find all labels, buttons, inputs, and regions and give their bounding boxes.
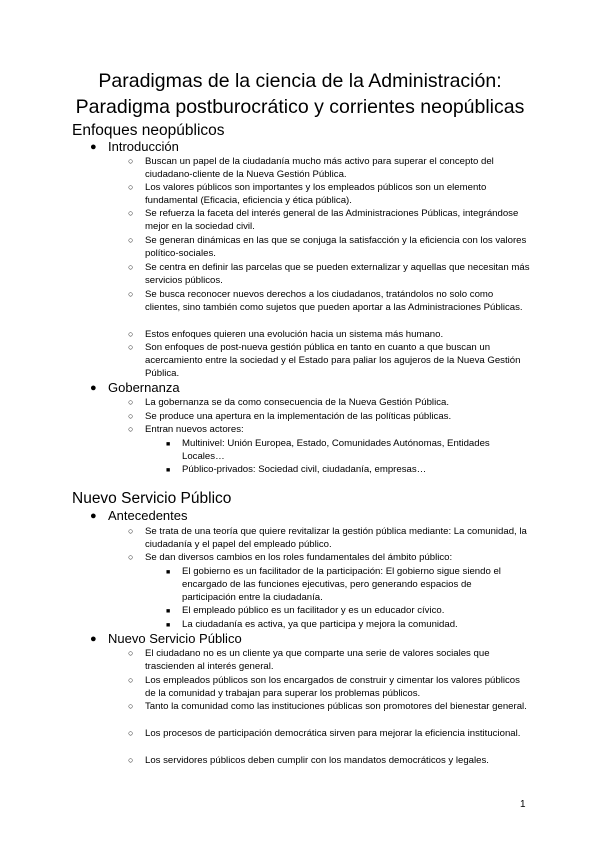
square-bullet-icon: ■ bbox=[166, 622, 171, 629]
list-item: ○ Los empleados públicos son los encargados de construir y cimentar los valores públicos de la comunidad y trabajan para superar los problemas públicos. bbox=[128, 675, 520, 700]
list-item: ○ Se centra en definir las parcelas que se pueden externalizar y aquellas que necesitan más servicios públicos. bbox=[128, 262, 530, 287]
bullet-icon: ○ bbox=[128, 289, 134, 299]
square-bullet-icon: ■ bbox=[166, 608, 171, 615]
page-title bbox=[0, 68, 600, 120]
title-line-2: Paradigma postburocrático y corrientes neopúblicas bbox=[75, 96, 525, 118]
title-line-1: Paradigmas de la ciencia de la Administración: bbox=[98, 70, 502, 92]
list-item-level-3: ■ La ciudadanía es activa, ya que participa y mejora la comunidad. bbox=[166, 618, 528, 631]
list-item: ○ Se busca reconocer nuevos derechos a los ciudadanos, tratándolos no solo como clientes, sino también como sujetos que pueden aportar a las Administraciones Públicas. bbox=[128, 289, 523, 314]
bullet-icon: ○ bbox=[128, 397, 134, 407]
bullet-icon: ○ bbox=[128, 156, 134, 166]
bullet-icon: ○ bbox=[128, 552, 134, 562]
section-heading: Enfoques neopúblicos bbox=[72, 122, 225, 139]
list-item-level-3: ■ Multinivel: Unión Europea, Estado, Comunidades Autónomas, Entidades Locales… bbox=[166, 438, 490, 463]
list-item: ○ Los procesos de participación democrática sirven para mejorar la eficiencia institucional. bbox=[128, 728, 521, 739]
bullet-icon: ○ bbox=[128, 648, 134, 658]
list-item: ○ El ciudadano no es un cliente ya que comparte una serie de valores sociales que trascienden al interés general. bbox=[128, 648, 490, 673]
bullet-icon: ○ bbox=[128, 424, 134, 434]
list-item-level-3: ■ El empleado público es un facilitador y es un educador cívico. bbox=[166, 604, 528, 617]
bullet-icon: ● bbox=[90, 382, 97, 394]
list-item: ○ Son enfoques de post-nueva gestión pública en tanto en cuanto a que buscan un acercamiento entre la sociedad y el Estado para paliar los agujeros de la Nueva Gestión Pública. bbox=[128, 342, 521, 380]
bullet-icon: ○ bbox=[128, 262, 134, 272]
list-item: ○ Los valores públicos son importantes y los empleados públicos son un elemento fundamental (Eficacia, eficiencia y ética pública). bbox=[128, 182, 487, 207]
bullet-icon: ● bbox=[90, 141, 97, 153]
bullet-icon: ● bbox=[90, 510, 97, 522]
list-item: ○ Se dan diversos cambios en los roles fundamentales del ámbito público: bbox=[128, 552, 453, 563]
list-item-level-3: ■ El gobierno es un facilitador de la participación: El gobierno sigue siendo el encargado de las funciones ejecutivas, pero generando espacios de participación entre la ciudadanía. bbox=[166, 566, 501, 604]
section-heading: Nuevo Servicio Público bbox=[72, 490, 232, 507]
page-number: 1 bbox=[520, 799, 526, 810]
square-bullet-icon: ■ bbox=[166, 467, 171, 474]
list-item: ○ Estos enfoques quieren una evolución hacia un sistema más humano. bbox=[128, 329, 444, 340]
list-item: ○ Se refuerza la faceta del interés general de las Administraciones Públicas, integrándose mejor en la sociedad civil. bbox=[128, 208, 519, 233]
list-item-level-3: ■ Público-privados: Sociedad civil, ciudadanía, empresas… bbox=[166, 463, 528, 476]
list-item: ○ Se produce una apertura en la implementación de las políticas públicas. bbox=[128, 411, 452, 422]
list-item: ○ Buscan un papel de la ciudadanía mucho más activo para superar el concepto del ciudadano-cliente de la Nueva Gestión Pública. bbox=[128, 156, 494, 181]
bullet-icon: ○ bbox=[128, 755, 134, 765]
bullet-icon: ○ bbox=[128, 701, 134, 711]
square-bullet-icon: ■ bbox=[166, 569, 171, 576]
bullet-icon: ○ bbox=[128, 182, 134, 192]
list-item: ○ Tanto la comunidad como las instituciones públicas son promotores del bienestar general. bbox=[128, 701, 527, 712]
square-bullet-icon: ■ bbox=[166, 441, 171, 448]
bullet-icon: ○ bbox=[128, 342, 134, 352]
list-item: ○ Los servidores públicos deben cumplir con los mandatos democráticos y legales. bbox=[128, 755, 489, 766]
list-item: ○ La gobernanza se da como consecuencia de la Nueva Gestión Pública. bbox=[128, 397, 449, 408]
bullet-icon: ○ bbox=[128, 526, 134, 536]
bullet-icon: ○ bbox=[128, 411, 134, 421]
bullet-icon: ○ bbox=[128, 208, 134, 218]
list-item: ○ Se trata de una teoría que quiere revitalizar la gestión pública mediante: La comunidad, la ciudadanía y el papel del empleado público. bbox=[128, 526, 527, 551]
document-page: Paradigmas de la ciencia de la Administración: Paradigma postburocrático y corrientes neopúblicas Enfoques neopúblicos ● Introducción ○ Buscan un papel de la ciudadanía mucho más activo para superar el concepto del ciudadano-cliente de la Nueva Gestión Pública. ○ Los valores públicos son importantes y los empleados públicos son un elemento fundamental (Eficacia, eficiencia y ética pública). ○ Se refuerza la faceta del interés general de las Administraciones Públicas, integrándose mejor en la sociedad civil. ○ Se generan dinámicas en las que se conjuga la satisfacción y la eficiencia con los valores político-sociales. ○ Se centra en definir las parcelas que se pueden externalizar y aquellas que necesitan más servicios públicos. ○ Se busca reconocer nuevos derechos a los ciudadanos, tratándolos no solo como clientes, sino también como sujetos que pueden aportar a las Administraciones Públicas. ○ Estos enfoques quieren una evolución hacia un sistema más humano. ○ Son enfoques de post-nueva gestión pública en tanto en cuanto a que buscan un acercamiento entre la sociedad y el Estado para paliar los agujeros de la Nueva Gestión Pública. ● Gobernanza ○ La gobernanza se da como consecuencia de la Nueva Gestión Pública. ○ Se produce una apertura en la implementación de las políticas públicas. ○ Entran nuevos actores: ■ Multinivel: Unión Europea, Estado, Comunidades Autónomas, Entidades Locales… ■ Público-privados: Sociedad civil, ciudadanía, empresas… Nuevo Servicio Público ● Antecedentes ○ Se trata de una teoría que quiere revitalizar la gestión pública mediante: La comunidad, la ciudadanía y el papel del empleado público. ○ Se dan diversos cambios en los roles fundamentales del ámbito público: ■ El gobierno es un facilitador de la participación: El gobierno sigue siendo el encargado de las funciones ejecutivas, pero generando espacios de participación entre la ciudadanía. ■ El empleado público es un facilitador y es un educador cívico. ■ La ciudadanía es activa, ya que participa y mejora la comunidad. ● Nuevo Servicio Público ○ El ciudadano no es un cliente ya que comparte una serie de valores sociales que trascienden al interés general. ○ Los empleados públicos son los encargados de construir y cimentar los valores públicos de la comunidad y trabajan para superar los problemas públicos. ○ Tanto la comunidad como las instituciones públicas son promotores del bienestar general. ○ Los procesos de participación democrática sirven para mejorar la eficiencia institucional. ○ Los servidores públicos deben cumplir con los mandatos democráticos y legales. 1 bbox=[0, 0, 600, 848]
bullet-icon: ○ bbox=[128, 329, 134, 339]
list-item: ○ Entran nuevos actores: bbox=[128, 424, 244, 435]
bullet-icon: ○ bbox=[128, 675, 134, 685]
bullet-icon: ● bbox=[90, 633, 97, 645]
list-item: ○ Se generan dinámicas en las que se conjuga la satisfacción y la eficiencia con los valores político-sociales. bbox=[128, 235, 527, 260]
bullet-icon: ○ bbox=[128, 235, 134, 245]
bullet-icon: ○ bbox=[128, 728, 134, 738]
